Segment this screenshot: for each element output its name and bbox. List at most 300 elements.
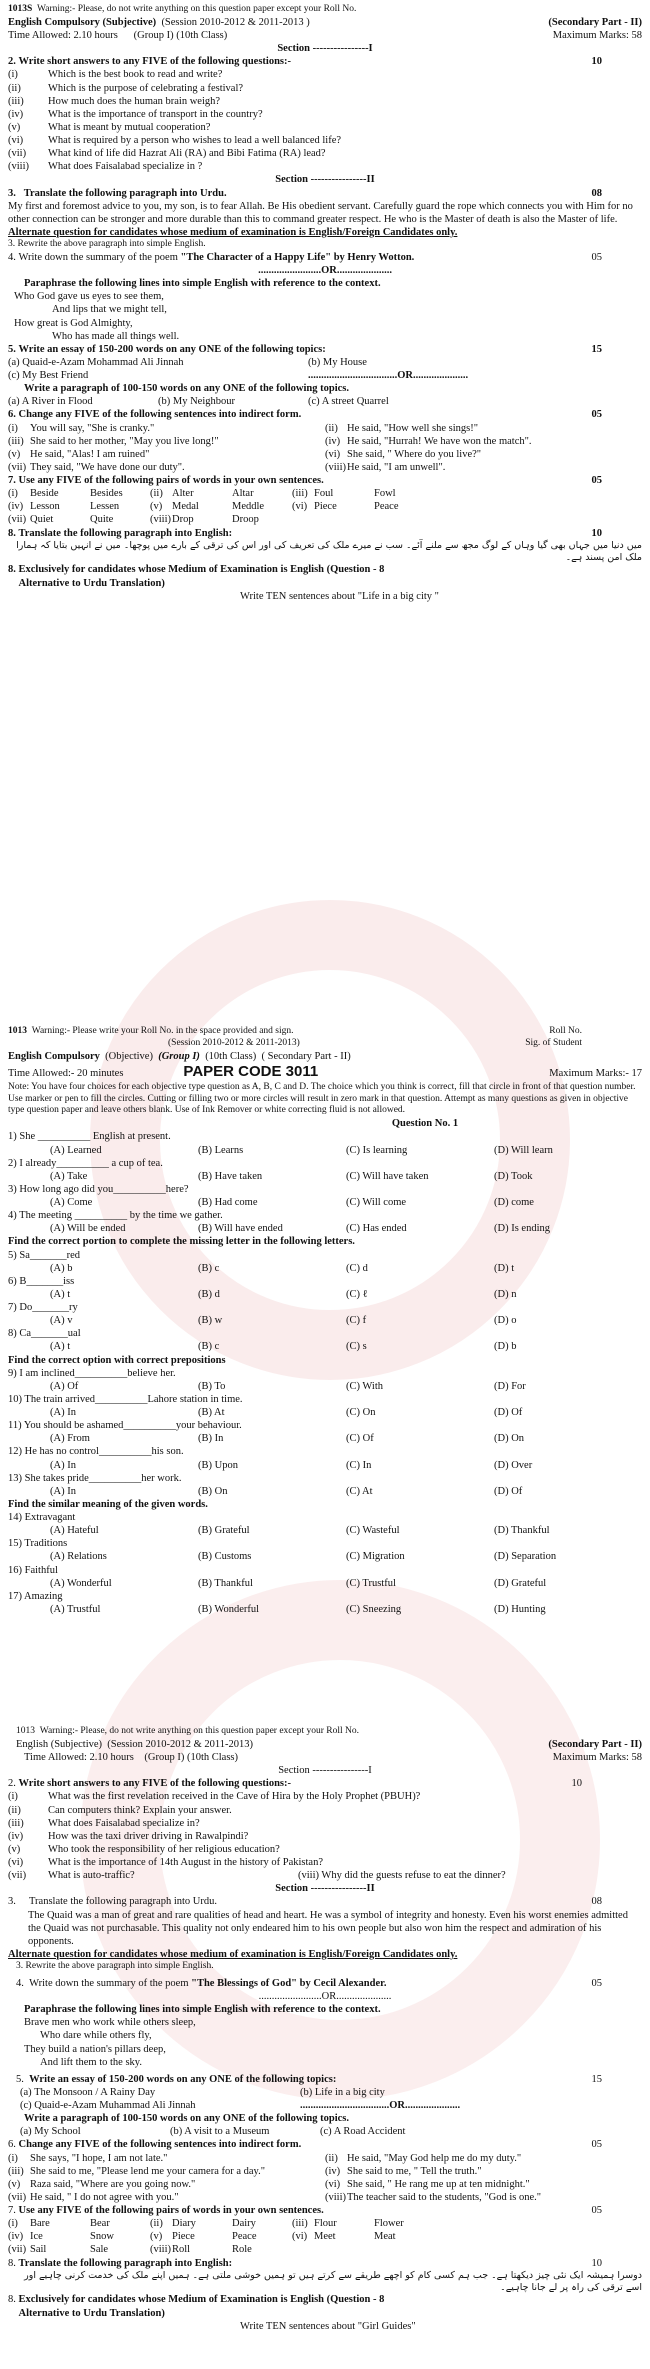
pair-word: Foul: [314, 488, 334, 500]
mcq-question: 13) She takes pride__________her work.: [8, 1472, 182, 1484]
question-number: 4.: [16, 1977, 24, 1989]
item-text: What does Faisalabad specialize in?: [48, 1817, 200, 1829]
question-5: [0, 2073, 650, 2086]
question-number: 5.: [8, 343, 16, 355]
question-text: Write an essay of 150-200 words on any ONE of the following topics:: [29, 2073, 337, 2085]
mcq-option: (B) c: [198, 1341, 220, 1353]
section-instruction: Find the correct option with correct prepositions: [8, 1354, 226, 1366]
item-text: Can computers think? Explain your answer.: [48, 1804, 232, 1816]
item-number: (viii): [325, 2191, 346, 2203]
paper-code: 1013: [8, 1026, 27, 1036]
part: (Secondary Part - II): [548, 16, 642, 28]
pair-word: Quiet: [30, 514, 54, 526]
mcq-question: 12) He has no control__________his son.: [8, 1446, 184, 1458]
pair-word: Piece: [314, 501, 337, 513]
poem-line: Who God gave us eyes to see them,: [14, 291, 164, 303]
paper-header: [0, 4, 650, 16]
mcq-option: (B) Upon: [198, 1459, 238, 1471]
question-marks: 15: [591, 343, 602, 355]
question-text: Change any FIVE of the following sentences into indirect form.: [18, 2139, 302, 2151]
question-number: 3.: [8, 187, 16, 199]
time-allowed: Time Allowed: 2.10 hours: [8, 30, 118, 41]
item-number: (iv): [325, 435, 341, 447]
mcq-question: 9) I am inclined__________believe her.: [8, 1367, 176, 1379]
pair-number: (iv): [8, 2231, 24, 2243]
mcq-option: (A) b: [50, 1262, 73, 1274]
mcq-group-prepositions: [0, 1367, 650, 1498]
pair-number: (viii): [150, 2244, 171, 2256]
item-number: (vi): [325, 2178, 341, 2190]
mcq-option: (D) Of: [494, 1407, 523, 1418]
q2-list: [0, 1790, 650, 1882]
mcq-option: (C) Has ended: [346, 1223, 407, 1235]
mcq-option: (A) In: [50, 1459, 76, 1471]
mcq-option: (C) On: [346, 1407, 376, 1418]
mcq-option: (C) Migration: [346, 1551, 405, 1563]
mcq-question: 1) She __________ English at present.: [8, 1131, 171, 1143]
question-marks: 08: [591, 1896, 602, 1908]
alternate-question: 3. Rewrite the above paragraph into simple English.: [16, 1961, 214, 1971]
item-number: (i): [8, 422, 18, 434]
warning-text: Warning:- Please write your Roll No. in the space provided and sign.: [31, 1026, 294, 1036]
question-number: 8.: [8, 2257, 16, 2269]
question-text: Use any FIVE of the following pairs of words in your own sentences.: [18, 475, 324, 486]
pair-number: (ii): [150, 488, 163, 500]
essay-topic: (a) The Monsoon / A Rainy Day: [20, 2086, 156, 2098]
mcq-question: 14) Extravagant: [8, 1512, 76, 1523]
mcq-option: (D) Grateful: [494, 1577, 547, 1589]
paragraph-topic: (c) A street Quarrel: [308, 396, 389, 408]
question-marks: 10: [591, 2257, 602, 2269]
mcq-option: (A) Learned: [50, 1144, 102, 1156]
item-number: (v): [8, 448, 21, 460]
essay-topic: (b) Life in a big city: [300, 2086, 385, 2098]
mcq-option: (C) Wasteful: [346, 1525, 400, 1537]
mcq-option: (B) Had come: [198, 1197, 258, 1208]
mcq-option: (A) Relations: [50, 1551, 107, 1563]
pair-number: (v): [150, 501, 163, 513]
mcq-option: (C) Sneezing: [346, 1603, 402, 1615]
item-number: (iii): [8, 2165, 24, 2177]
mcq-option: (C) s: [346, 1341, 367, 1353]
item-number: (viii): [325, 461, 346, 473]
mcq-option: (D) Is ending: [494, 1223, 550, 1235]
item-text: She said to her mother, "May you live long!": [30, 435, 219, 447]
question-text: Write an essay of 150-200 words on any ONE of the following topics:: [18, 343, 326, 355]
mcq-option: (C) With: [346, 1380, 384, 1392]
question-number: 5.: [16, 2073, 24, 2085]
alternate-question: Write TEN sentences about "Girl Guides": [240, 2320, 416, 2332]
mcq-option: (B) d: [198, 1288, 220, 1300]
item-number: (viii): [8, 161, 29, 173]
alternate-note: Alternate question for candidates whose medium of examination is English/Foreign Candidates only.: [8, 226, 458, 238]
alternate-question: 3. Rewrite the above paragraph into simple English.: [8, 239, 206, 249]
warning-text: Warning:- Please, do not write anything on this question paper except your Roll No.: [37, 4, 357, 14]
paragraph-topic: (c) A Road Accident: [320, 2126, 406, 2138]
question-number: 7.: [8, 2205, 16, 2216]
mcq-option: (D) o: [494, 1315, 517, 1327]
pair-word: Droop: [232, 514, 259, 526]
mcq-option: (A) Come: [50, 1197, 93, 1208]
mcq-question: 17) Amazing: [8, 1590, 63, 1602]
item-text: She said to me, "Please lend me your camera for a day.": [30, 2165, 266, 2177]
item-number: (vi): [8, 135, 24, 146]
poem-title: "The Blessings of God" by Cecil Alexander.: [191, 1977, 387, 1989]
mcq-option: (B) Customs: [198, 1551, 252, 1563]
mcq-option: (C) d: [346, 1262, 368, 1274]
mcq-question: 3) How long ago did you__________here?: [8, 1183, 189, 1195]
item-number: (v): [8, 2178, 21, 2190]
item-text: The teacher said to the students, "God is one.": [347, 2191, 542, 2203]
mcq-option: (A) In: [50, 1485, 76, 1497]
mcq-option: (D) Took: [494, 1170, 533, 1182]
item-text: Raza said, "Where are you going now.": [30, 2178, 196, 2190]
poem-line: Brave men who work while others sleep,: [24, 2017, 196, 2029]
mcq-group-synonyms: [0, 1511, 650, 1616]
item-text: They said, "We have done our duty".: [30, 461, 185, 473]
pair-word: Sale: [90, 2244, 109, 2256]
item-text: How much does the human brain weigh?: [48, 95, 221, 107]
pair-word: Diary: [172, 2218, 196, 2230]
item-text: What is meant by mutual cooperation?: [48, 121, 211, 133]
section-instruction: Find the correct portion to complete the missing letter in the following letters.: [8, 1236, 355, 1248]
question-7: [0, 474, 650, 487]
mcq-option: (B) Learns: [198, 1144, 244, 1156]
pair-word: Peace: [374, 501, 399, 513]
section-heading: Section ----------------II: [275, 1883, 375, 1895]
section-heading: Section ----------------II: [275, 174, 375, 186]
mcq-option: (B) In: [198, 1433, 224, 1445]
question-text: Change any FIVE of the following sentences into indirect form.: [18, 409, 302, 421]
pair-word: Meat: [374, 2231, 396, 2243]
question-6: [0, 408, 650, 421]
question-3: [0, 187, 650, 200]
question-number: 6.: [8, 2139, 16, 2151]
question-7: [0, 2204, 650, 2217]
poem-line: They build a nation's pillars deep,: [24, 2043, 166, 2055]
mcq-question: 11) You should be ashamed__________your behaviour.: [8, 1420, 242, 1432]
question-text: Translate the following paragraph into Urdu.: [23, 187, 227, 199]
mcq-option: (D) Hunting: [494, 1603, 546, 1615]
paper-code: 1013: [16, 1726, 35, 1736]
urdu-paragraph: دوسرا ہمیشہ ایک نئی چیز دیکھتا ہے۔ جب ہم کسی کام کو اچھے طریقے سے کرتے ہیں تو ہمیں خوشی ملتی ہے۔ ہمیں اپنے ملک کی خدمت کرنی چاہیے اور اسے ترقی کی راہ پر لے جانا چاہیے۔: [24, 2269, 642, 2293]
pair-word: Sail: [30, 2244, 47, 2256]
session: (Session 2010-2012 & 2011-2013): [168, 1037, 300, 1048]
max-marks: Maximum Marks:- 17: [549, 1067, 642, 1079]
item-number: (vii): [8, 2191, 27, 2203]
question-text: Translate the following paragraph into English:: [18, 527, 233, 539]
mcq-option: (B) w: [198, 1315, 223, 1327]
item-text: (viii) Why did the guests refuse to eat the dinner?: [298, 1870, 506, 1882]
max-marks: Maximum Marks: 58: [552, 1752, 642, 1763]
question-number: 2.: [8, 56, 16, 68]
mcq-option: (C) Trustful: [346, 1577, 396, 1589]
item-number: (iv): [325, 2165, 341, 2177]
mcq-option: (C) Will come: [346, 1197, 407, 1208]
mcq-option: (D) For: [494, 1380, 526, 1392]
pair-number: (i): [8, 2218, 18, 2230]
pair-number: (viii): [150, 514, 171, 526]
pair-word: Fowl: [374, 488, 396, 500]
mcq-option: (D) Separation: [494, 1551, 557, 1563]
mcq-option: (B) Will have ended: [198, 1223, 283, 1235]
mcq-question: 8) Ca_______ual: [8, 1328, 81, 1340]
group: (Group I) (10th Class): [133, 30, 228, 41]
question-heading: Question No. 1: [391, 1118, 459, 1130]
subject: English Compulsory (Subjective): [8, 16, 157, 28]
item-text: She said, " Where do you live?": [347, 448, 482, 460]
mcq-option: (A) Take: [50, 1170, 88, 1182]
list-item: [0, 134, 650, 147]
question-marks: 10: [571, 1778, 582, 1790]
group: (Group I): [158, 1050, 200, 1062]
pair-word: Quite: [90, 514, 114, 526]
item-text: How was the taxi driver driving in Rawalpindi?: [48, 1830, 249, 1842]
pair-word: Piece: [172, 2231, 195, 2243]
paragraph-topic: (b) My Neighbour: [158, 396, 235, 408]
objective-paper: [0, 1026, 650, 1616]
list-item: [0, 1790, 650, 1803]
pair-word: Dairy: [232, 2218, 256, 2230]
pair-word: Roll: [172, 2244, 191, 2256]
paragraph-instruction: Write a paragraph of 100-150 words on any ONE of the following topics.: [24, 2113, 350, 2125]
alternate-question-8: [0, 563, 650, 589]
mcq-option: (A) Wonderful: [50, 1577, 112, 1589]
question-number: 2.: [8, 1778, 16, 1790]
item-text: What kind of life did Hazrat Ali (RA) and Bibi Fatima (RA) lead?: [48, 148, 326, 160]
item-number: (iii): [8, 435, 24, 447]
pair-number: (ii): [150, 2218, 163, 2230]
question-text: Write down the summary of the poem: [29, 1977, 189, 1989]
item-number: (ii): [325, 2152, 338, 2164]
item-number: (vi): [8, 1857, 24, 1868]
mcq-question: 2) I already__________ a cup of tea.: [8, 1157, 163, 1169]
mcq-option: (C) In: [346, 1459, 372, 1471]
mcq-option: (C) Of: [346, 1433, 374, 1445]
question-marks: 05: [591, 2205, 602, 2216]
mcq-question: 5) Sa_______red: [8, 1249, 81, 1261]
question-text: Write down the summary of the poem: [18, 251, 178, 263]
paper-2: [0, 1726, 650, 2333]
pair-word: Bear: [90, 2218, 110, 2230]
mcq-option: (D) t: [494, 1262, 515, 1274]
item-text: He said, "Alas! I am ruined": [30, 448, 150, 460]
poem-line: And lips that we might tell,: [52, 304, 167, 316]
essay-topic: (b) My House: [308, 356, 367, 368]
time-allowed: Time Allowed: 2.10 hours: [24, 1752, 134, 1763]
or-divider: ........................OR.....................: [258, 1991, 392, 2002]
question-number: 8.: [8, 2294, 16, 2306]
question-text: Write short answers to any FIVE of the following questions:-: [18, 56, 292, 68]
q7-pairs: [0, 487, 650, 526]
mcq-option: (B) On: [198, 1485, 228, 1497]
list-item: [0, 160, 650, 173]
list-item: [0, 147, 650, 160]
paragraph-instruction: Write a paragraph of 100-150 words on any ONE of the following topics.: [24, 383, 350, 395]
item-number: (iii): [8, 1817, 24, 1829]
item-text: He said, "How well she sings!": [347, 422, 479, 434]
mcq-option: (D) Thankful: [494, 1525, 550, 1537]
section-instruction: Find the similar meaning of the given words.: [8, 1498, 208, 1510]
poem-line: Who has made all things well.: [52, 330, 180, 342]
item-number: (vii): [8, 148, 27, 160]
question-marks: 05: [591, 475, 602, 486]
pair-word: Meddle: [232, 501, 265, 513]
max-marks: Maximum Marks: 58: [552, 30, 642, 41]
mcq-question: 6) B_______iss: [8, 1275, 75, 1287]
item-text: He said, "Hurrah! We have won the match".: [347, 435, 532, 447]
list-item: [0, 68, 650, 81]
item-number: (ii): [8, 82, 21, 94]
paragraph-topic: (a) My School: [20, 2126, 81, 2138]
question-number: 8.: [8, 527, 16, 539]
item-text: You will say, "She is cranky.": [30, 422, 155, 434]
pair-word: Medal: [172, 501, 199, 513]
urdu-paragraph: میں دنیا میں جہاں بھی گیا وہاں کے لوگ مجھ سے ملنے آئے۔ سب نے میرے ملک کی تعریف کی اور اس کی ترقی کے بارے میں پوچھا۔ میں نے انہیں بتایا کہ ہمارا ملک امن پسند ہے۔: [16, 539, 642, 563]
question-marks: 10: [591, 56, 602, 68]
question-marks: 05: [591, 1977, 602, 1989]
session: (Session 2010-2012 & 2011-2013): [107, 1738, 254, 1750]
item-number: (vii): [8, 461, 27, 473]
paragraph-topic: (b) A visit to a Museum: [170, 2126, 270, 2138]
mcq-option: (A) t: [50, 1341, 71, 1353]
item-number: (i): [8, 69, 18, 81]
mcq-option: (D) Of: [494, 1485, 523, 1497]
mcq-option: (B) Grateful: [198, 1525, 250, 1537]
item-text: He said, "May God help me do my duty.": [347, 2152, 522, 2164]
subject: English Compulsory: [8, 1050, 100, 1062]
item-number: (vi): [325, 448, 341, 460]
subject: English (Subjective): [16, 1738, 103, 1750]
pair-word: Flour: [314, 2218, 337, 2230]
mcq-option: (D) Will learn: [494, 1144, 553, 1156]
roll-number-label: Roll No.: [549, 1026, 582, 1036]
item-text: She said, " He rang me up at ten midnight.": [347, 2178, 530, 2190]
list-item: [0, 82, 650, 95]
q6-list: [0, 422, 650, 475]
question-number: 7.: [8, 475, 16, 486]
pair-word: Lesson: [30, 501, 60, 513]
mcq-option: (C) ℓ: [346, 1288, 368, 1300]
item-text: He said, " I do not agree with you.": [30, 2191, 179, 2203]
list-item: [0, 1856, 650, 1869]
mcq-question: 16) Faithful: [8, 1564, 58, 1576]
item-text: Which is the purpose of celebrating a festival?: [48, 82, 244, 94]
mcq-option: (D) n: [494, 1288, 517, 1300]
mcq-option: (C) Will have taken: [346, 1170, 429, 1182]
list-item: [0, 1869, 650, 1882]
question-marks: 10: [591, 527, 602, 539]
mcq-option: (B) c: [198, 1262, 220, 1274]
item-number: (iii): [8, 95, 24, 107]
item-text: What does Faisalabad specialize in ?: [48, 161, 203, 173]
paragraph: The Quaid was a man of great and rare qualities of head and heart. He was a symbol of integrity and honesty. Even his worst enemies admitted the Quaid was not purchasable. This quality not only endeared him to his own people but also won him the respect and admiration of his opponents.: [28, 1909, 628, 1947]
list-item: [0, 1830, 650, 1843]
pair-number: (v): [150, 2231, 163, 2243]
or-divider: ..................................OR.....................: [308, 370, 469, 381]
item-text: Who took the responsibility of her religious education?: [48, 1843, 280, 1855]
mcq-option: (C) Is learning: [346, 1144, 408, 1156]
mcq-option: (B) To: [198, 1380, 226, 1392]
paper-1: [0, 4, 650, 603]
mcq-option: (A) Will be ended: [50, 1223, 126, 1235]
mcq-option: (B) Thankful: [198, 1577, 253, 1589]
item-text: She says, "I hope, I am not late.": [30, 2152, 168, 2164]
item-text: What is auto-traffic?: [48, 1870, 135, 1882]
pair-number: (iv): [8, 501, 24, 513]
pair-word: Besides: [90, 488, 123, 500]
item-number: (v): [8, 1843, 21, 1855]
pair-word: Bare: [30, 2218, 50, 2230]
pair-number: (vii): [8, 514, 27, 526]
pair-word: Drop: [172, 514, 194, 526]
question-2: [0, 55, 650, 68]
paragraph-topic: (a) A River in Flood: [8, 396, 93, 408]
pair-number: (vi): [292, 501, 308, 513]
question-5: [0, 343, 650, 356]
mcq-question: 10) The train arrived__________Lahore station in time.: [8, 1393, 243, 1405]
mcq-option: (A) Of: [50, 1380, 79, 1392]
question-2: [0, 1777, 650, 1790]
poem-line: How great is God Almighty,: [14, 317, 133, 329]
alternate-note: Alternate question for candidates whose medium of examination is English/Foreign Candidates only.: [8, 1948, 458, 1960]
item-number: (vii): [8, 1870, 27, 1882]
mcq-question: 15) Traditions: [8, 1538, 68, 1550]
part: (Secondary Part - II): [548, 1738, 642, 1750]
item-text: What is required by a person who wishes to lead a well balanced life?: [48, 135, 342, 146]
question-4: [0, 251, 650, 264]
instructions: Note: You have four choices for each objective type question as A, B, C and D. The choice which you think is correct, fill that circle in front of that question number. Use marker or pen to fill the circles. Cutting or filling two or more circles will result in zero mark in that question. Attempt as many questions as given in objective type question paper and leave others blank. Use of Ink Remover or white correcting fluid is not allowed.: [8, 1081, 636, 1116]
pair-word: Meet: [314, 2231, 336, 2243]
item-text: What was the first revelation received in the Cave of Hira by the Holy Prophet (PBUH)?: [48, 1791, 421, 1803]
item-number: (ii): [325, 422, 338, 434]
paper-code-label: PAPER CODE 3011: [183, 1062, 319, 1080]
mcq-option: (A) v: [50, 1315, 73, 1327]
pair-word: Beside: [30, 488, 59, 500]
alternate-question: Write TEN sentences about "Life in a big city ": [240, 590, 439, 602]
list-item: [0, 108, 650, 121]
mcq-option: (A) From: [50, 1433, 90, 1445]
list-item: [0, 121, 650, 134]
item-number: (i): [8, 2152, 18, 2164]
q7-pairs: [0, 2217, 650, 2256]
pair-number: (vi): [292, 2231, 308, 2243]
pair-word: Ice: [30, 2231, 43, 2243]
question-marks: 08: [591, 187, 602, 199]
item-number: (i): [8, 1791, 18, 1803]
mcq-option: (B) At: [198, 1407, 225, 1418]
mcq-option: (D) On: [494, 1433, 525, 1445]
pair-word: Snow: [90, 2231, 114, 2243]
pair-number: (vii): [8, 2244, 27, 2256]
question-number: 3.: [8, 1896, 16, 1908]
item-text: He said, "I am unwell".: [347, 461, 446, 473]
question-number: 6.: [8, 409, 16, 421]
or-divider: ........................OR.....................: [258, 265, 392, 276]
or-divider: ..................................OR.....................: [300, 2100, 461, 2111]
mcq-question: 4) The meeting __________ by the time we gather.: [8, 1210, 223, 1222]
session: (Session 2010-2012 & 2011-2013 ): [161, 16, 310, 28]
question-3: [0, 1895, 650, 1908]
pair-word: Role: [232, 2244, 252, 2256]
essay-topic: (c) Quaid-e-Azam Muhammad Ali Jinnah: [20, 2100, 196, 2111]
alternate-question-8: [0, 2293, 650, 2319]
mcq-group-tenses: [0, 1130, 650, 1235]
pair-word: Altar: [232, 488, 254, 500]
pair-word: Flower: [374, 2218, 404, 2230]
mcq-option: (C) f: [346, 1315, 367, 1327]
mcq-group-missing-letters: [0, 1249, 650, 1354]
